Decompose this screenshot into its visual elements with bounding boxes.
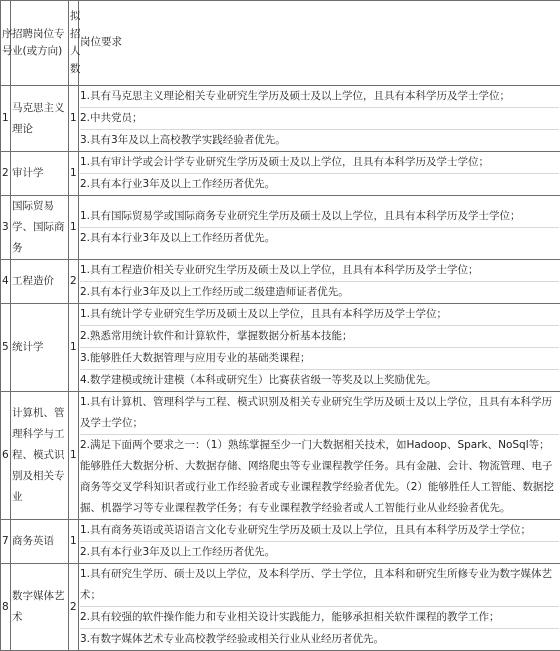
table-row [1,520,560,564]
seq-cell: 3 [1,196,11,260]
requirement-item: 2.具有较强的软件操作能力和专业相关设计实践能力，能够承担相关软件课程的教学工作； [80,606,559,628]
header-seq: 序号 [1,1,11,86]
requirement-item: 2.熟悉常用统计软件和计算软件，掌握数据分析基本技能； [80,325,559,347]
position-cell: 马克思主义理论 [11,86,69,152]
requirement-item: 1.具有马克思主义理论相关专业研究生学历及硕士及以上学位，且具有本科学历及学士学位； [80,86,559,107]
table-row [1,564,560,651]
requirement-item: 1.具有商务英语或英语语言文化专业研究生学历及硕士及以上学位，且具有本科学历及学士学位； [80,520,559,541]
requirement-item: 1.具有国际贸易学或国际商务专业研究生学历及硕士及以上学位，且具有本科学历及学士学位； [80,206,559,227]
requirements-cell [79,392,560,520]
requirement-item: 2.满足下面两个要求之一：（1）熟练掌握至少一门大数据相关技术，如Hadoop、Spark、NoSql等；能够胜任大数据分析、大数据存储、网络爬虫等专业课程教学任务。具有金融、会计、物流管理、电子商务等交叉学科知识者或行业工作经验者或专业课程教学经验者优先。（2）能够胜任人工智能、数据挖掘、机器学习等专业课程教学任务；有专业课程教学经验者或人工智能行业从业经验者优先。 [80,434,559,519]
requirement-item: 1.具有统计学专业研究生学历及硕士及以上学位，且具有本科学历及学士学位； [80,304,559,325]
table-row [1,260,560,304]
requirement-item: 3.有数字媒体艺术专业高校教学经验或相关行业从业经历者优先。 [80,628,559,650]
position-cell: 统计学 [11,304,69,392]
count-cell: 2 [69,260,79,304]
requirement-item: 2.中共党员； [80,107,559,129]
table-row [1,304,560,392]
position-cell: 商务英语 [11,520,69,564]
count-cell: 1 [69,392,79,520]
position-cell: 审计学 [11,152,69,196]
requirements-cell [79,196,560,260]
requirement-item: 3.能够胜任大数据管理与应用专业的基础类课程； [80,347,559,369]
count-cell: 1 [69,86,79,152]
seq-cell: 8 [1,564,11,651]
requirements-cell [79,564,560,651]
requirements-cell [79,260,560,304]
header-position: 招聘岗位专业(或方向) [11,1,69,86]
seq-cell: 7 [1,520,11,564]
requirement-item: 2.具有本行业3年及以上工作经历者优先。 [80,541,559,563]
table-body [1,86,560,651]
seq-cell: 5 [1,304,11,392]
requirement-item: 1.具有工程造价相关专业研究生学历及硕士及以上学位，且具有本科学历及学士学位； [80,260,559,281]
seq-cell: 1 [1,86,11,152]
requirement-item: 2.具有本行业3年及以上工作经历者优先。 [80,227,559,249]
header-row [1,1,560,86]
position-cell: 工程造价 [11,260,69,304]
count-cell: 1 [69,196,79,260]
header-count: 拟招人数 [69,1,79,86]
requirements-cell [79,152,560,196]
count-cell: 2 [69,564,79,651]
count-cell: 1 [69,304,79,392]
seq-cell: 2 [1,152,11,196]
requirement-item: 4.数学建模或统计建模（本科或研究生）比赛获省级一等奖及以上奖励优先。 [80,369,559,391]
requirement-item: 2.具有本行业3年及以上工作经历者优先。 [80,173,559,195]
count-cell: 1 [69,520,79,564]
position-cell: 数字媒体艺术 [11,564,69,651]
table-row [1,392,560,520]
requirement-item: 2.具有本行业3年及以上工作经历或二级建造师证者优先。 [80,281,559,303]
requirements-cell [79,304,560,392]
seq-cell: 4 [1,260,11,304]
table-row [1,152,560,196]
table-row [1,86,560,152]
table-row [1,196,560,260]
requirements-cell [79,520,560,564]
requirements-cell [79,86,560,152]
requirement-item: 3.具有3年及以上高校教学实践经验者优先。 [80,129,559,151]
seq-cell: 6 [1,392,11,520]
position-cell: 国际贸易学、国际商务 [11,196,69,260]
header-requirements: 岗位要求 [79,1,560,86]
requirement-item: 1.具有研究生学历、硕士及以上学位，及本科学历、学士学位，且本科和研究生所修专业为数字媒体艺术； [80,564,559,606]
requirement-item: 1.具有审计学或会计学专业研究生学历及硕士及以上学位，且具有本科学历及学士学位； [80,152,559,173]
count-cell: 1 [69,152,79,196]
position-cell: 计算机、管理科学与工程、模式识别及相关专业 [11,392,69,520]
requirement-item: 1.具有计算机、管理科学与工程、模式识别及相关专业研究生学历及硕士及以上学位，且具有本科学历及学士学位； [80,392,559,434]
